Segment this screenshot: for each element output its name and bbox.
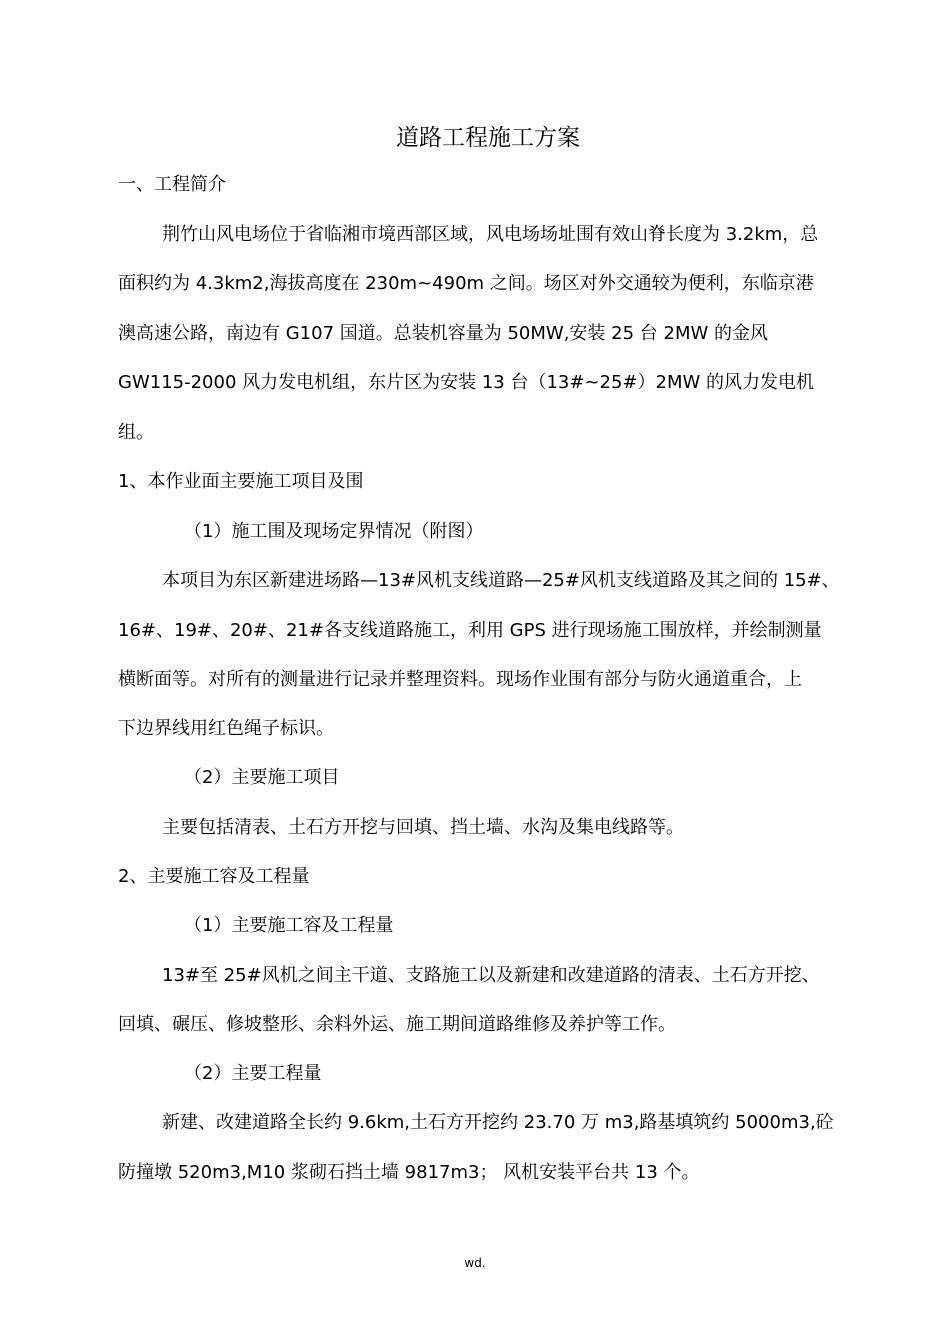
- paragraph-line: 主要包括清表、土石方开挖与回填、挡土墙、水沟及集电线路等。: [162, 817, 684, 838]
- subsection-heading: （2）主要工程量: [184, 1063, 322, 1084]
- subsection-heading: （1）主要施工容及工程量: [184, 915, 394, 936]
- paragraph-line: 下边界线用红色绳子标识。: [118, 718, 334, 739]
- paragraph-line: 组。: [118, 422, 154, 443]
- paragraph-line: 横断面等。对所有的测量进行记录并整理资料。现场作业围有部分与防火通道重合，上: [118, 669, 802, 690]
- paragraph-line: GW115-2000 风力发电机组，东片区为安装 13 台（13#~25#）2MW 的风力发电机: [118, 372, 815, 393]
- paragraph-line: 16#、19#、20#、21#各支线道路施工，利用 GPS 进行现场施工围放样，并绘制测量: [118, 620, 822, 641]
- paragraph-line: 本项目为东区新建进场路—13#风机支线道路—25#风机支线道路及其之间的 15#、: [162, 570, 840, 591]
- paragraph-line: 13#至 25#风机之间主干道、支路施工以及新建和改建道路的清表、土石方开挖、: [162, 965, 820, 986]
- paragraph-line: 防撞墩 520m3,M10 浆砌石挡土墙 9817m3； 风机安装平台共 13 个。: [118, 1162, 700, 1183]
- paragraph-line: 荆竹山风电场位于省临湘市境西部区域，风电场场址围有效山脊长度为 3.2km，总: [162, 224, 819, 245]
- paragraph-line: 新建、改建道路全长约 9.6km,土石方开挖约 23.70 万 m3,路基填筑约 5000m3,砼: [162, 1112, 834, 1133]
- subsection-heading: （1）施工围及现场定界情况（附图）: [184, 521, 484, 542]
- page-title: 道路工程施工方案: [396, 125, 580, 151]
- section-heading: 一、工程简介: [118, 174, 226, 195]
- section-heading: 2、主要施工容及工程量: [118, 866, 310, 887]
- subsection-heading: （2）主要施工项目: [184, 767, 340, 788]
- paragraph-line: 面积约为 4.3km2,海拔高度在 230m~490m 之间。场区对外交通较为便利，东临京港: [118, 273, 814, 294]
- section-heading: 1、本作业面主要施工项目及围: [118, 471, 364, 492]
- page-footer: wd.: [464, 1256, 486, 1270]
- paragraph-line: 澳高速公路，南边有 G107 国道。总装机容量为 50MW,安装 25 台 2MW 的金风: [118, 323, 768, 344]
- paragraph-line: 回填、碾压、修坡整形、余料外运、施工期间道路维修及养护等工作。: [118, 1014, 676, 1035]
